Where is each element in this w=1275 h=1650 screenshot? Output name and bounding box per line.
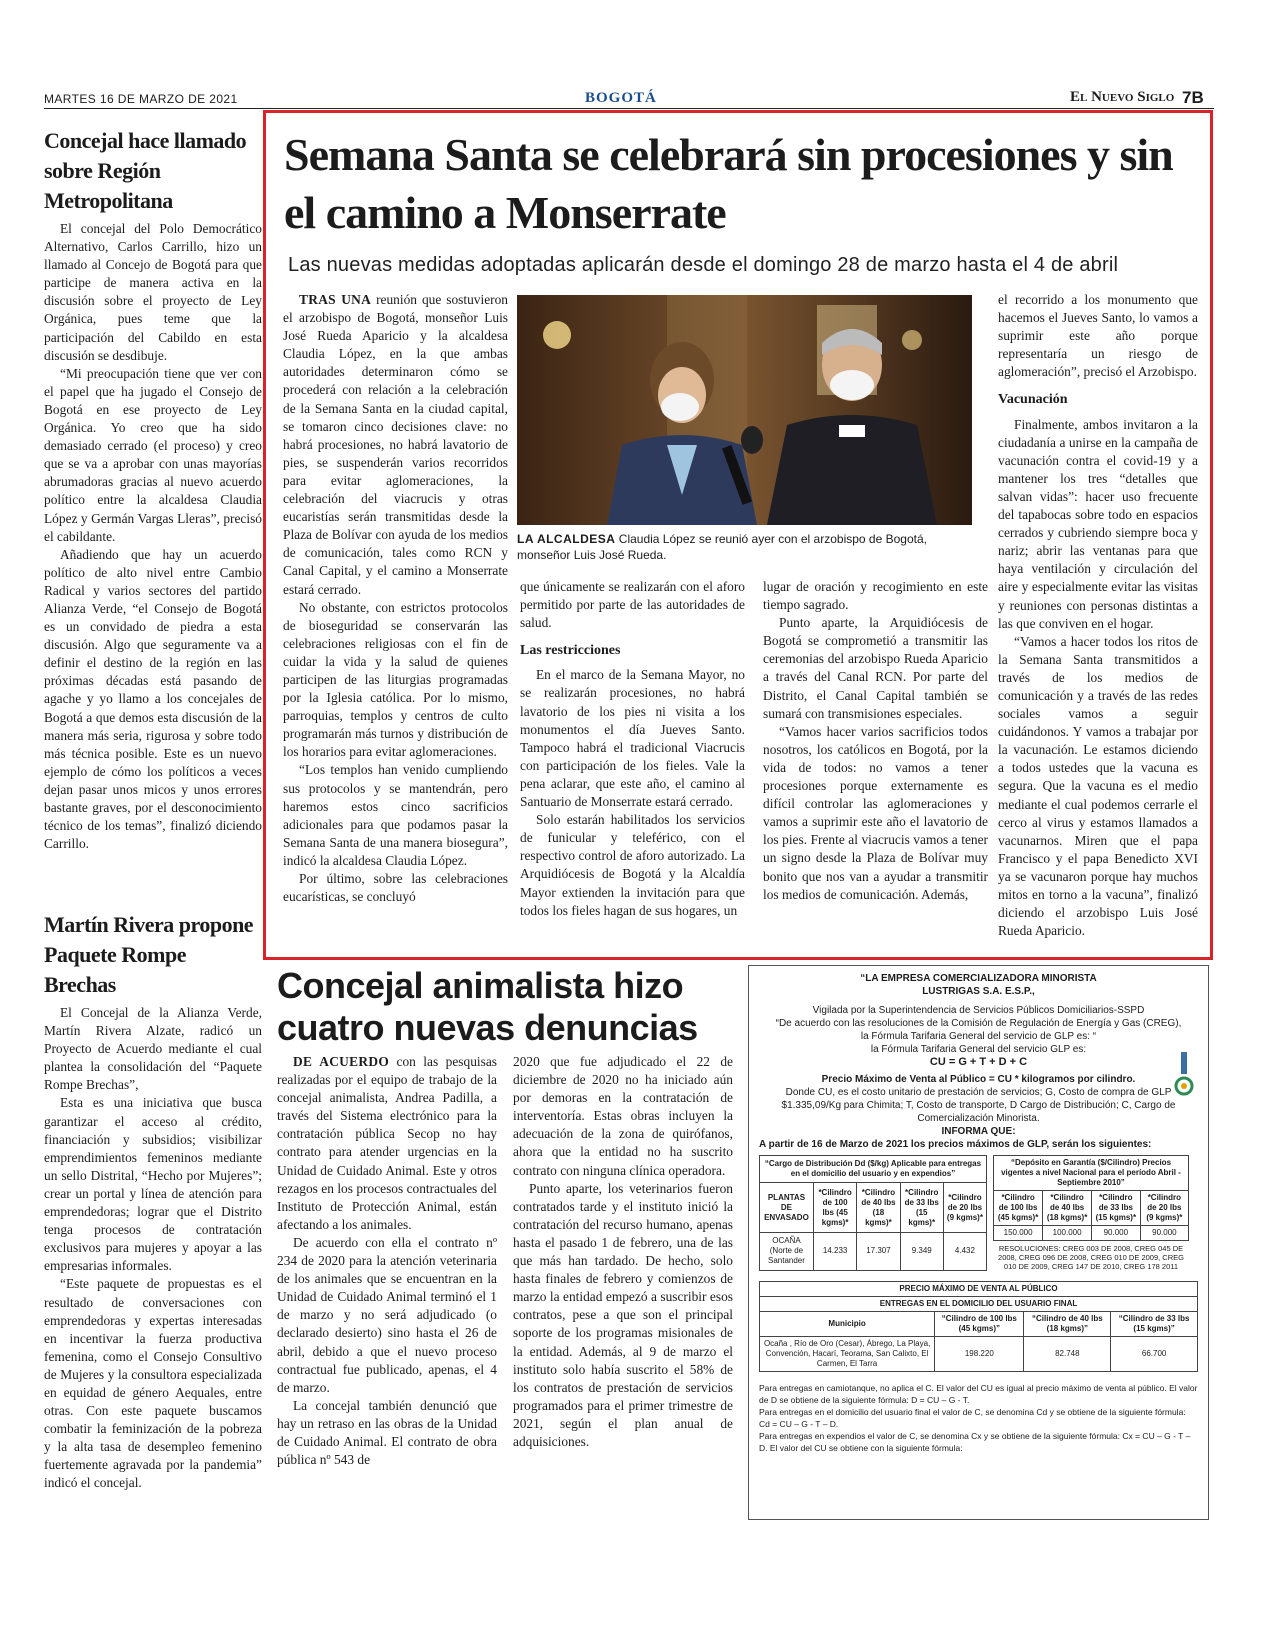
animal-article-paragraph: con las pesquisas realizadas por el equipo de trabajo de la concejal animalista, Andrea Padilla, a través del Sistema electrónico para la contratación pública Secop no hay contrato para atender urgencias en la Unidad de Cuidado Animal. Este y otros rezagos en los procesos contractuales del Instituto de Protección Animal, están afectando a los animales.	[277, 1054, 497, 1232]
feature-paragraph: En el marco de la Semana Mayor, no se realizarán procesiones, no habrá lavatorio de los pies ni visita a los monumentos el día Jueves Santo. Tampoco habrá el tradicional Viacrucis con participación de los fieles. Vale la pena aclarar, que este año, el camino al Santuario de Monserrate estará cerrado.	[520, 667, 745, 810]
feature-column-2	[520, 578, 745, 920]
ad-definitions: Donde CU, es el costo unitario de prestación de servicios; G, Costo de compra de GLP $1.335,09/Kg para Chimita; T, Costo de transporte, D Cargo de Distribución; C, Cargo de Comercialización Minorista.	[781, 1087, 1176, 1124]
feature-paragraph: que únicamente se realizarán con el aforo permitido por parte de las autoridades de salud.	[520, 579, 745, 631]
feature-column-4	[998, 291, 1198, 940]
feature-subheading-restricciones: Las restricciones	[520, 643, 621, 659]
ad-from-date: A partir de 16 de Marzo de 2021 los precios máximos de GLP, serán los siguientes:	[759, 1139, 1152, 1150]
ad-table1-header: PLANTAS DE ENVASADO	[760, 1183, 814, 1232]
ad-table1-cell: 9.349	[900, 1232, 943, 1270]
feature-paragraph: No obstante, con estrictos protocolos de bioseguridad se conservarán las celebraciones religiosas con el fin de cuidar la vida y la salud de quienes participen de las liturgias programadas por la Iglesia católica. Por lo mismo, parroquias, templos y centros de culto programarán más turnos y distribución de los horarios para evitar aglomeraciones.	[283, 599, 508, 760]
animal-article-column-1	[277, 1053, 497, 1469]
ad-table2-title: “Depósito en Garantía ($/Cilindro) Precios vigentes a nivel Nacional para el período Abril - Septiembre 2010”	[994, 1156, 1189, 1191]
header-paper-name: El Nuevo Siglo	[1070, 89, 1175, 105]
header-date: MARTES 16 DE MARZO DE 2021	[44, 92, 238, 106]
ad-line-4: la Fórmula Tarifaria General del servicio GLP es:	[870, 1044, 1087, 1055]
ad-note: Para entregas en camiotanque, no aplica el C. El valor del CU es igual al precio máximo de venta al público. El valor de D se obtiene de la siguiente fórmula: D = CU – G - T.	[759, 1383, 1198, 1405]
ad-table3-cell: 66.700	[1111, 1337, 1198, 1372]
ad-table3-header: Municipio	[760, 1312, 935, 1337]
table-row	[760, 1232, 987, 1270]
photo-caption-lead: LA ALCALDESA	[517, 532, 616, 546]
left-article-2-paragraph: Esta es una iniciativa que busca garantizar el acceso al crédito, financiación y subsidios; visibilizar emprendimientos femeninos mediante un sello Distrital, “Hecho por Mujeres”; crear un portal y línea de atención para emprendedoras; lograr que el Distrito tenga procesos de contratación exclusivos para mujeres y apoyar a las empresarias informales.	[44, 1095, 262, 1274]
ad-note: Para entregas en el domicilio del usuario final el valor de C, se denomina Cd y se obtiene de la siguiente fórmula: Cd = CU – G - T – D.	[759, 1407, 1186, 1429]
ad-table2-cell: 90.000	[1140, 1226, 1188, 1241]
ad-table1-cell: 4.432	[943, 1232, 986, 1270]
feature-lead: TRAS UNA	[299, 292, 372, 307]
ad-informa: INFORMA QUE:	[941, 1126, 1016, 1137]
ad-company: “LA EMPRESA COMERCIALIZADORA MINORISTA	[860, 973, 1097, 984]
photo-caption-text: Claudia López se reunió ayer con el arzobispo de Bogotá, monseñor Luis José Rueda.	[517, 532, 927, 562]
feature-paragraph: Punto aparte, la Arquidiócesis de Bogotá se comprometió a transmitir las ceremonias del arzobispo Rueda Aparicio a través del Canal RCN. Por parte del Distrito, el Canal Capital también se sumará con transmisiones especiales.	[763, 615, 988, 721]
ad-table2-header: *Cilindro de 100 lbs (45 kgms)*	[994, 1191, 1043, 1226]
left-article-1-paragraph: Añadiendo que hay un acuerdo político de alto nivel entre Cambio Radical y varios sectores del partido Alianza Verde, “el Consejo de Bogotá es un convidado de piedra a esta discusión. Algo que seguramente va a definir el destino de la región en las próximas décadas está pasando de agache y yo llamo a los concejales de Bogotá a que demos esta discusión de la manera más seria, rigurosa y sobre todo más técnica posible. Este es un nuevo ejemplo de cómo los políticos a veces dejan pasar unos micos y unos errores bastante graves, por el desconocimiento técnico de los temas”, finalizó diciendo Carrillo.	[44, 546, 262, 852]
left-article-rivera	[44, 910, 262, 1493]
ad-line-2: “De acuerdo con las resoluciones de la Comisión de Regulación de Energía y Gas (CREG),	[775, 1018, 1182, 1029]
ad-table3-header: “Cilindro de 100 lbs (45 kgms)”	[935, 1312, 1024, 1337]
ad-price-formula: Precio Máximo de Venta al Público = CU * kilogramos por cilindro.	[821, 1074, 1136, 1085]
ad-table2-header: *Cilindro de 40 lbs (18 kgms)*	[1043, 1191, 1092, 1226]
ad-table1-cell: 17.307	[857, 1232, 900, 1270]
left-article-carrillo	[44, 126, 262, 853]
animal-article-paragraph: Punto aparte, los veterinarios fueron contratados tarde y el instituto inició la contratación del recurso humano, apenas hasta el pasado 1 de febrero, una de las que más han tardado. De hecho, solo hasta finales de febrero y comienzos de marzo la entidad empezó a suscribir esos contratos, pese a que son el principal soporte de los programas misionales de la entidad. Además, al 9 de marzo el instituto solo había suscrito el 58% de los contratos de prestación de servicios programados para el primer trimestre de 2021, según el plan anual de adquisiciones.	[513, 1180, 733, 1449]
animal-article-paragraph: La concejal también denunció que hay un retraso en las obras de la Unidad de Cuidado Animal. El contrato de obra pública nº 543 de	[277, 1397, 497, 1468]
ad-table3-subtitle: ENTREGAS EN EL DOMICILIO DEL USUARIO FINAL	[760, 1297, 1198, 1312]
ad-table1-row-label: OCAÑA (Norte de Santander	[760, 1232, 814, 1270]
feature-paragraph: Solo estarán habilitados los servicios de funicular y teleférico, con el respectivo control de aforo autorizado. La Arquidiócesis de Bogotá y la Alcaldía Mayor extienden la invitación para que todos los fieles hagan de sus hogares, un	[520, 812, 745, 918]
ad-table3-row-label: Ocaña , Río de Oro (Cesar), Ábrego, La Playa, Convención, Hacarí, Teorama, San Calixto, El Carmen, El Tarra	[760, 1337, 935, 1372]
table-row	[994, 1226, 1189, 1241]
ad-resolutions: RESOLUCIONES: CREG 003 DE 2008, CREG 045 DE 2008, CREG 096 DE 2008, CREG 010 DE 2009, CREG 010 DE 2009, CREG 147 DE 2010, CREG 178 2011	[998, 1244, 1184, 1271]
animal-article-title: Concejal animalista hizo cuatro nuevas denuncias	[277, 965, 698, 1048]
header-rule	[44, 108, 1214, 109]
ad-formula: CU = G + T + D + C	[929, 1056, 1028, 1068]
glp-price-notice	[748, 965, 1209, 1520]
animal-article-column-2	[513, 1053, 733, 1451]
ad-distribution-table	[759, 1155, 987, 1271]
ad-table3-cell: 82.748	[1024, 1337, 1111, 1372]
ad-table1-cell: 14.233	[813, 1232, 856, 1270]
ad-table1-header: *Cilindro de 33 lbs (15 kgms)*	[900, 1183, 943, 1232]
left-article-2-paragraph: El Concejal de la Alianza Verde, Martín Rivera Alzate, radicó un Proyecto de Acuerdo mediante el cual plantea la consolidación del “Paquete Rompe Brechas”,	[44, 1005, 262, 1093]
left-article-1-paragraph: El concejal del Polo Democrático Alternativo, Carlos Carrillo, hizo un llamado al Concejo de Bogotá para que participe de manera activa en la discusión sobre el proyecto de Ley Orgánica, pues teme que la participación del Cabildo en esta discusión se desdibuje.	[44, 221, 262, 363]
ad-table1-header: *Cilindro de 20 lbs (9 kgms)*	[943, 1183, 986, 1232]
photo-caption	[517, 531, 972, 563]
left-article-2-paragraph: “Este paquete de propuestas es el resultado de conversaciones con emprendedoras y expertas interesadas en incentivar la fuerza productiva femenina, como el Consejo Consultivo de Mujeres y la consultora especializada en equidad de género Aequales, entre otras. Con este paquete buscamos combatir la feminización de la pobreza y la alta tasa de desempleo femenino fuertemente agravada por la pandemia” indicó el concejal.	[44, 1276, 262, 1491]
ad-table1-header: *Cilindro de 40 lbs (18 kgms)*	[857, 1183, 900, 1232]
left-article-2-title: Martín Rivera propone Paquete Rompe Brechas	[44, 912, 254, 997]
left-article-1-paragraph: “Mi preocupación tiene que ver con el papel que ha jugado el Consejo de Bogotá en ese proyecto de Ley Orgánica. Yo creo que ha sido demasiado cerrado (el proceso) y creo que se va a aprobar con unas mayorías abrumadoras gracias al nuevo acuerdo político entre la alcaldesa Claudia López y Germán Vargas Lleras”, precisó el cabildante.	[44, 365, 262, 544]
ad-table2-header: *Cilindro de 33 lbs (15 kgms)*	[1091, 1191, 1140, 1226]
header-page-number: 7B	[1182, 88, 1204, 107]
meeting-photo-illustration	[517, 295, 972, 525]
ad-table3-header: “Cilindro de 33 lbs (15 kgms)”	[1111, 1312, 1198, 1337]
ad-table3-title: PRECIO MÁXIMO DE VENTA AL PÚBLICO	[760, 1282, 1198, 1297]
feature-paragraph: reunión que sostuvieron el arzobispo de Bogotá, monseñor Luis José Rueda Aparicio y la alcaldesa Claudia López, en la que ambas autoridades determinaron cómo se procederá con relación a la celebración de la Semana Santa en la ciudad capital, se tomaron cinco decisiones clave: no habrá procesiones, no habrá lavatorio de pies, se suspenderán varios recorridos para evitar aglomeraciones, la celebración del viacrucis y otras eucaristías serán transmitidas desde la Plaza de Bolívar con ayuda de los medios de comunicación, tales como RCN y Canal Capital, y el camino a Monserrate estará cerrado.	[283, 292, 508, 597]
ad-table2-header: *Cilindro de 20 lbs (9 kgms)*	[1140, 1191, 1188, 1226]
feature-paragraph: “Los templos han venido cumpliendo sus protocolos y se mantendrán, pero haremos estos cinco sacrificios adicionales para que podamos pasar la Semana Santa de una manera biosegura”, indicó la alcaldesa Claudia López.	[283, 762, 508, 868]
ad-line-1: Vigilada por la Superintendencia de Servicios Públicos Domiciliarios-SSPD	[812, 1005, 1145, 1016]
ad-table2-cell: 150.000	[994, 1226, 1043, 1241]
feature-paragraph: “Vamos a hacer todos los ritos de la Semana Santa transmitidos a través de los medios de comunicación y a través de las redes sociales vamos a seguir cuidándonos. Y vamos a trabajar por la vacunación. Le estamos diciendo a todos ustedes que la vacuna es segura. Que la vacuna es el medio mediante el cual podemos cerrarle el cerco al virus y estamos llamados a vacunarnos. Miren que el papa Francisco y el papa Benedicto XVI ya se vacunaron porque hay muchos mitos en torno a la vacuna”, finalizó diciendo el arzobispo Luis José Rueda Aparicio.	[998, 633, 1198, 939]
animal-article-paragraph: 2020 que fue adjudicado el 22 de diciembre de 2020 no ha iniciado aún por demoras en la contratación de interventoría. Estas obras incluyen la adecuación de la zona de quirófanos, ahora que la entidad no ha suscrito contrato con ninguna clínica operadora.	[513, 1054, 733, 1178]
animal-article-paragraph: De acuerdo con ella el contrato nº 234 de 2020 para la atención veterinaria de los animales que se encuentran en la Unidad de Cuidado Animal terminó el 1 de marzo y no será adjudicado (o declarado desierto) sino hasta el 26 de abril, debido a que el nuevo proceso contractual fue publicado, apenas, el 4 de marzo.	[277, 1234, 497, 1395]
feature-paragraph: Por último, sobre las celebraciones eucarísticas, se concluyó	[283, 871, 508, 905]
feature-subtitle: Las nuevas medidas adoptadas aplicarán desde el domingo 28 de marzo hasta el 4 de abril	[288, 254, 1119, 276]
feature-subheading-vacunacion: Vacunación	[998, 392, 1068, 408]
ad-company-2: LUSTRIGAS S.A. E.S.P.,	[922, 986, 1035, 997]
feature-title: Semana Santa se celebrará sin procesiones y sin el camino a Monserrate	[284, 129, 1173, 238]
ad-table2-cell: 90.000	[1091, 1226, 1140, 1241]
table-row	[760, 1337, 1198, 1372]
ad-line-3: la Fórmula Tarifaria General del servicio de GLP es: “	[860, 1031, 1097, 1042]
animal-article-lead: DE ACUERDO	[293, 1054, 390, 1069]
ad-deposit-table	[993, 1155, 1189, 1241]
ad-table3-header: “Cilindro de 40 lbs (18 kgms)”	[1024, 1312, 1111, 1337]
ad-retail-price-table	[759, 1281, 1198, 1372]
feature-paragraph: Finalmente, ambos invitaron a la ciudadanía a unirse en la campaña de vacunación contra el covid-19 y a mantener los tres “detalles que salvan vidas”: hacer uso frecuente del tapabocas sobre todo en espacios cerrados y cubriendo siempre boca y nariz; abrir las ventanas para que haya ventilación y circulación del aire y especialmente evitar las visitas y reuniones con personas distintas a las que conviven en el hogar.	[998, 416, 1198, 631]
feature-paragraph: lugar de oración y recogimiento en este tiempo sagrado.	[763, 579, 988, 613]
ad-table3-cell: 198.220	[935, 1337, 1024, 1372]
feature-photo	[517, 295, 972, 525]
superservicios-seal-icon	[1170, 1050, 1198, 1098]
header-section: BOGOTÁ	[585, 90, 657, 106]
ad-table1-title: “Cargo de Distribución Dd ($/kg) Aplicable para entregas en el domicilio del usuario y en expendios”	[760, 1156, 987, 1183]
ad-note: Para entregas en expendios el valor de C, se denomina Cx y se obtiene de la siguiente fórmula: Cx = CU – G - T – D. El valor del CU se obtiene con la siguiente fórmula:	[759, 1431, 1191, 1453]
feature-paragraph: “Vamos hacer varios sacrificios todos nosotros, los católicos en Bogotá, por la vida de todos: no vamos a tener procesiones porque externamente es difícil controlar las aglomeraciones y vamos a suprimir este año el lavatorio de los pies. Frente al viacrucis vamos a tener un signo desde la Plaza de Bolívar muy bonito que nos van a ayudar a transmitir los medios de comunicación. Además,	[763, 723, 988, 902]
feature-column-1	[283, 291, 508, 906]
feature-column-3	[763, 578, 988, 904]
ad-table1-header: *Cilindro de 100 lbs (45 kgms)*	[813, 1183, 856, 1232]
left-article-1-title: Concejal hace llamado sobre Región Metropolitana	[44, 128, 247, 213]
ad-table2-cell: 100.000	[1043, 1226, 1092, 1241]
feature-paragraph: el recorrido a los monumento que hacemos el Jueves Santo, lo vamos a suprimir este año porque representaría un riesgo de aglomeración”, precisó el Arzobispo.	[998, 292, 1198, 380]
